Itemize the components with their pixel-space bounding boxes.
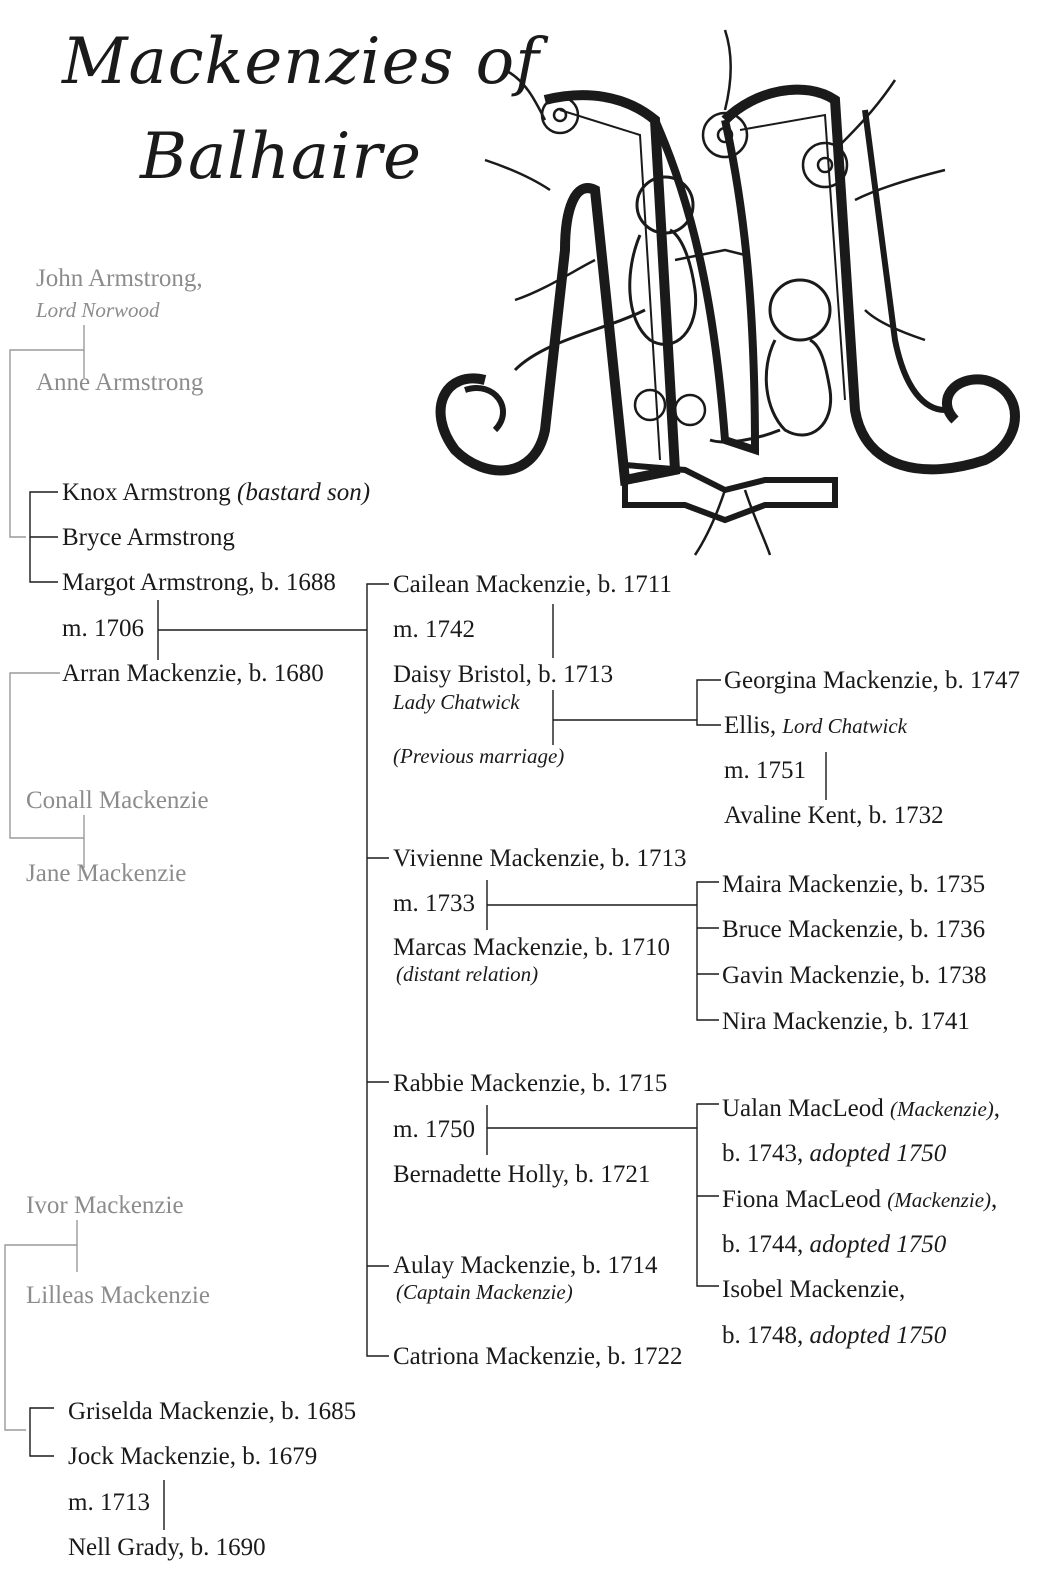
rabbie-mackenzie-name: Rabbie Mackenzie, b. 1715 xyxy=(393,1070,668,1097)
fiona-macleod-note: (Mackenzie) xyxy=(887,1188,992,1212)
cailean-daisy-marriage: m. 1742 xyxy=(393,616,475,643)
fiona-adopted: adopted 1750 xyxy=(809,1231,947,1258)
ellis-avaline-marriage: m. 1751 xyxy=(724,757,806,784)
vivienne-marcas-marriage: m. 1733 xyxy=(393,890,475,917)
conall-mackenzie-name: Conall Mackenzie xyxy=(26,787,209,814)
cailean-mackenzie-name: Cailean Mackenzie, b. 1711 xyxy=(393,571,672,598)
bernadette-holly-name: Bernadette Holly, b. 1721 xyxy=(393,1161,651,1188)
rabbie-bernadette-marriage: m. 1750 xyxy=(393,1116,475,1143)
knox-armstrong-entry xyxy=(62,480,370,505)
maira-mackenzie-name: Maira Mackenzie, b. 1735 xyxy=(722,871,986,898)
fiona-macleod-entry: Fiona MacLeod (Mackenzie), xyxy=(722,1186,998,1213)
marcas-mackenzie-note: (distant relation) xyxy=(396,962,539,986)
john-armstrong-name: John Armstrong, xyxy=(36,265,203,292)
arran-mackenzie-name: Arran Mackenzie, b. 1680 xyxy=(62,660,324,687)
jock-mackenzie-name: Jock Mackenzie, b. 1679 xyxy=(68,1443,318,1470)
bruce-mackenzie-name: Bruce Mackenzie, b. 1736 xyxy=(722,916,986,943)
ellis-entry xyxy=(724,713,907,738)
ualan-macleod-birth xyxy=(722,1141,946,1166)
isobel-adopted: adopted 1750 xyxy=(809,1322,947,1349)
bryce-armstrong-name: Bryce Armstrong xyxy=(62,524,235,551)
knox-armstrong-note: (bastard son) xyxy=(237,479,371,506)
daisy-bristol-title: Lady Chatwick xyxy=(393,690,520,714)
daisy-bristol-name: Daisy Bristol, b. 1713 xyxy=(393,661,614,688)
ellis-title: Lord Chatwick xyxy=(782,714,907,738)
nira-mackenzie-name: Nira Mackenzie, b. 1741 xyxy=(722,1008,970,1035)
ualan-macleod-name: Ualan MacLeod xyxy=(722,1095,884,1122)
isobel-birth-year: b. 1748, xyxy=(722,1322,804,1349)
jane-mackenzie-name: Jane Mackenzie xyxy=(26,860,187,887)
ellis-name: Ellis, xyxy=(724,712,777,739)
ivor-mackenzie-name: Ivor Mackenzie xyxy=(26,1192,184,1219)
fiona-macleod-birth xyxy=(722,1232,946,1257)
fiona-birth-year: b. 1744, xyxy=(722,1231,804,1258)
ualan-macleod-entry: Ualan MacLeod (Mackenzie), xyxy=(722,1095,1001,1122)
avaline-kent-name: Avaline Kent, b. 1732 xyxy=(724,802,944,829)
margot-armstrong-name: Margot Armstrong, b. 1688 xyxy=(62,569,336,596)
marcas-mackenzie-name: Marcas Mackenzie, b. 1710 xyxy=(393,934,670,961)
aulay-mackenzie-note: (Captain Mackenzie) xyxy=(396,1280,573,1304)
john-armstrong-title: Lord Norwood xyxy=(36,298,160,322)
ualan-adopted: adopted 1750 xyxy=(809,1140,947,1167)
lilleas-mackenzie-name: Lilleas Mackenzie xyxy=(26,1282,210,1309)
title-line-2: Balhaire xyxy=(140,120,422,194)
georgina-mackenzie-name: Georgina Mackenzie, b. 1747 xyxy=(724,667,1020,694)
griselda-mackenzie-name: Griselda Mackenzie, b. 1685 xyxy=(68,1398,357,1425)
vivienne-mackenzie-name: Vivienne Mackenzie, b. 1713 xyxy=(393,845,687,872)
aulay-mackenzie-name: Aulay Mackenzie, b. 1714 xyxy=(393,1252,658,1279)
title-line-1: Mackenzies of xyxy=(62,25,540,99)
isobel-mackenzie-name: Isobel Mackenzie, xyxy=(722,1276,906,1303)
jock-nell-marriage: m. 1713 xyxy=(68,1489,150,1516)
catriona-mackenzie-name: Catriona Mackenzie, b. 1722 xyxy=(393,1343,683,1370)
ualan-macleod-note: (Mackenzie) xyxy=(889,1097,994,1121)
gavin-mackenzie-name: Gavin Mackenzie, b. 1738 xyxy=(722,962,987,989)
previous-marriage-note: (Previous marriage) xyxy=(393,744,565,768)
margot-arran-marriage: m. 1706 xyxy=(62,615,144,642)
anne-armstrong-name: Anne Armstrong xyxy=(36,369,204,396)
ualan-birth-year: b. 1743, xyxy=(722,1140,804,1167)
nell-grady-name: Nell Grady, b. 1690 xyxy=(68,1534,266,1561)
knox-armstrong-name: Knox Armstrong xyxy=(62,479,231,506)
isobel-mackenzie-birth xyxy=(722,1323,946,1348)
fiona-macleod-name: Fiona MacLeod xyxy=(722,1186,881,1213)
